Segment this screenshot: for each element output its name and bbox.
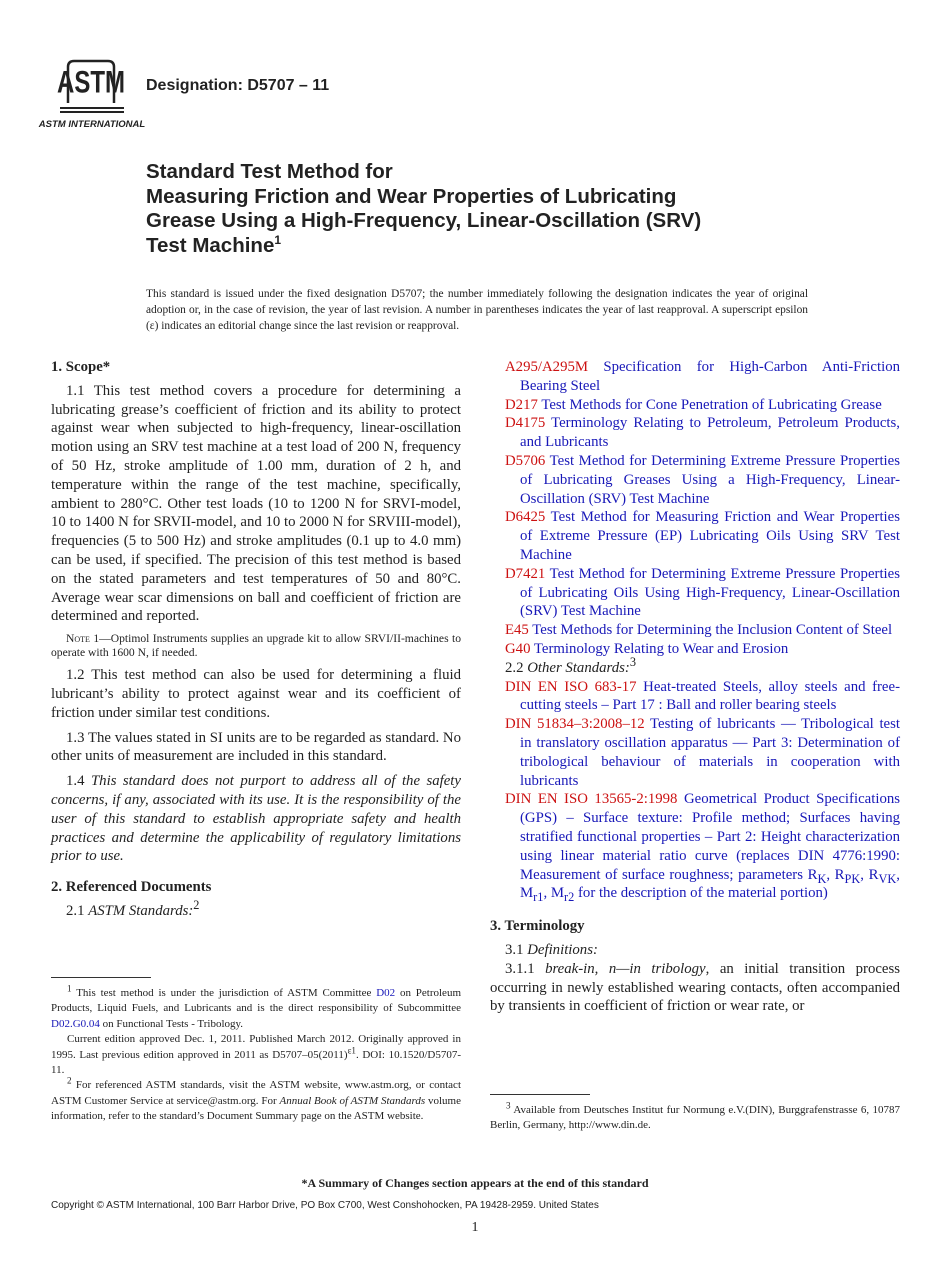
footnote-1: $^1$ This test method is under the jurisdiction of ASTM Committee D02 on Petroleum Products, Liquid Fuels, and Lubricants and is the direct responsibility of Subcommittee D02.G0.04 on Functional Tests - Tribology. [51,983,461,1030]
reference-item[interactable] [490,621,900,640]
subcommittee-link[interactable]: D02.G0.04 [51,1017,100,1030]
astm-logo-icon [38,55,146,133]
reference-title[interactable]: Testing of lubricants — Tribological test in translatory oscillation apparatus — Part 3: Determination of tribological behaviour of materials in cooperation with lubricants [520,716,900,789]
title-line: Standard Test Method for [146,160,393,183]
designation: Designation: D5707 – 11 [146,77,330,94]
note: Note 1—Optimol Instruments supplies an upgrade kit to allow SRVI/II-machines to operate with 1600 N, if needed. [51,632,461,660]
reference-code[interactable]: DIN EN ISO 683-17 [505,678,637,695]
footnote-mark[interactable]: 1 [274,232,282,247]
footnote-divider [51,977,151,978]
reference-item[interactable] [490,640,900,659]
left-column [51,358,461,927]
reference-title[interactable]: Test Method for Determining Extreme Pressure Properties of Lubricating Oils Using High-Frequency, Linear-Oscillation (SRV) Test Machine [520,565,900,620]
reference-code[interactable]: G40 [505,640,531,657]
footnote-divider [490,1094,590,1095]
reference-title[interactable]: Test Method for Determining Extreme Pressure Properties of Lubricating Greases Using a High-Frequency, Linear-Oscillation (SRV) Test Machine [520,452,900,507]
copyright: Copyright © ASTM International, 100 Barr Harbor Drive, PO Box C700, West Conshohocken, PA 19428-2959. United States [51,1200,599,1211]
section-heading: 3. Terminology [490,918,585,935]
reference-code[interactable]: D217 [505,396,538,413]
reference-title[interactable]: Terminology Relating to Petroleum, Petroleum Products, and Lubricants [520,415,900,451]
footnote-edition: Current edition approved Dec. 1, 2011. Published March 2012. Originally approved in 1995. Last previous edition approved in 2011 as $D5707-05(2011)^{\varepsilon 1}$. DOI: 10.1520/D5707-11. [51,1033,461,1077]
paragraph: 2.1 ASTM Standards:$^2$ [66,898,200,919]
paragraph: 3.1 Definitions: [505,941,598,958]
reference-code[interactable]: DIN 51834–3:2008–12 [505,716,645,733]
reference-title[interactable]: Terminology Relating to Wear and Erosion [533,640,789,657]
title-line: Test Machine$^1$ [146,232,282,257]
issuance-statement: This standard is issued under the fixed designation D5707; the number immediately following the designation indicates the year of original adoption or, in the case of revision, the year of last revision. A number in parentheses indicates the year of last reapproval. A superscript epsilon (ε) indicates an editorial change since the last revision or reapproval. [146,288,808,332]
reference-item[interactable] [490,715,900,790]
paragraph: 1.2 This test method can also be used for determining a fluid lubricant’s ability to protect against wear and its coefficient of friction under similar test conditions. [51,667,461,721]
astm-reference-list [490,358,900,659]
paragraph: 2.2 Other Standards:$^3$ [505,654,636,676]
reference-title[interactable]: Test Method for Measuring Friction and Wear Properties of Extreme Pressure (EP) Lubricating Oils Using SRV Test Machine [520,509,900,563]
reference-code[interactable]: D5706 [505,452,546,469]
committee-link[interactable]: D02 [376,987,396,999]
footnote-mark[interactable]: 2 [193,898,200,912]
reference-code[interactable]: D4175 [505,415,546,432]
title-line: Measuring Friction and Wear Properties of Lubricating [146,184,677,208]
reference-item[interactable] [490,508,900,564]
reference-title[interactable]: Test Methods for Cone Penetration of Lubricating Grease [541,396,882,413]
reference-code[interactable]: D6425 [505,509,546,526]
paragraph: 3.1.1 break-in, n—in tribology, an initial transition process occurring in newly established wearing contacts, often accompanied by transients in coefficient of friction or wear rate, or [490,960,901,1015]
svg-text:ASTM: ASTM [57,64,125,100]
reference-title[interactable]: Heat-treated Steels, alloy steels and free-cutting steels – Part 17 : Ball and roller bearing steels [520,678,900,714]
reference-item[interactable] [490,565,900,621]
right-column [490,358,900,1022]
reference-title[interactable]: Test Methods for Determining the Inclusion Content of Steel [532,622,893,639]
astm-logo [38,55,146,133]
paragraph: 1.1 This test method covers a procedure for determining a lubricating grease’s coefficient of friction and its ability to protect against wear when subjected to high-frequency, linear-oscillation motion using an SRV test machine at a test load of 200 N, frequency of 50 Hz, stroke amplitude of 1.00 mm, duration of 2 h, and temperature within the range of the test machine, specifically, ambient to 280°C. Other test loads (10 to 1200 N for SRVI-model, 10 to 1400 N for SRVII-model, and 10 to 2000 N for SRVIII-model), frequencies (5 to 500 Hz) and stroke amplitudes (0.1 up to 4.0 mm) can be used, if specified. The precision of this test method is based on the stated parameters and test temperatures of 50 and 80°C. Average wear scar dimensions on ball and coefficient of friction are determined and reported. [51,382,461,625]
footnote-2: $^2$ For referenced ASTM standards, visit the ASTM website, www.astm.org, or contact ASTM Customer Service at service@astm.org. For Annual Book of ASTM Standards volume information, refer to the standard’s Document Summary page on the ASTM website. [51,1075,461,1123]
paragraph: 1.4 This standard does not purport to address all of the safety concerns, if any, associated with its use. It is the responsibility of the user of this standard to establish appropriate safety and health practices and determine the applicability of regulatory limitations prior to use. [51,773,461,865]
reference-item[interactable] [490,678,900,716]
reference-item[interactable] [490,358,900,396]
reference-code[interactable]: E45 [505,622,529,639]
page-number: 1 [471,1220,479,1235]
section-heading: 1. Scope* [51,359,111,375]
reference-item[interactable] [490,414,900,452]
footnote-mark[interactable]: 3 [629,654,636,669]
section-heading: 2. Referenced Documents [51,879,212,896]
paragraph: 1.3 The values stated in SI units are to be regarded as standard. No other units of measurement are included in this standard. [51,729,461,765]
svg-text:ASTM INTERNATIONAL: ASTM INTERNATIONAL [38,119,146,130]
footnotes-right [490,1100,900,1134]
summary-of-changes-notice: *A Summary of Changes section appears at the end of this standard [301,1176,649,1190]
reference-item[interactable] [490,396,900,415]
reference-code[interactable]: A295/A295M [505,359,589,375]
reference-code[interactable]: D7421 [505,565,546,582]
reference-item[interactable] [490,452,900,508]
document-title [146,160,866,258]
other-reference-list [490,678,900,791]
footnotes-left [51,983,461,1125]
reference-item[interactable]: DIN EN ISO 13565-2:1998 Geometrical Product Specifications (GPS) – Surface texture: Profile method; Surfaces having stratified functional properties – Part 2: Height characterization using linear material ratio curve (replaces DIN 4776:1990: Measurement of surface roughness; parameters $R_K$, $R_{PK}$, $R_{VK}$, $M_{r1}$, $M_{r2}$ for the description of the material portion) [505,791,900,905]
footnote-3: $^3$ Available from Deutsches Institut fur Normung e.V.(DIN), Burggrafenstrasse 6, 10787 Berlin, Germany, http://www.din.de. [490,1100,900,1132]
reference-title[interactable]: Specification for High-Carbon Anti-Friction Bearing Steel [520,359,900,394]
title-line: Grease Using a High-Frequency, Linear-Oscillation (SRV) [146,209,702,232]
